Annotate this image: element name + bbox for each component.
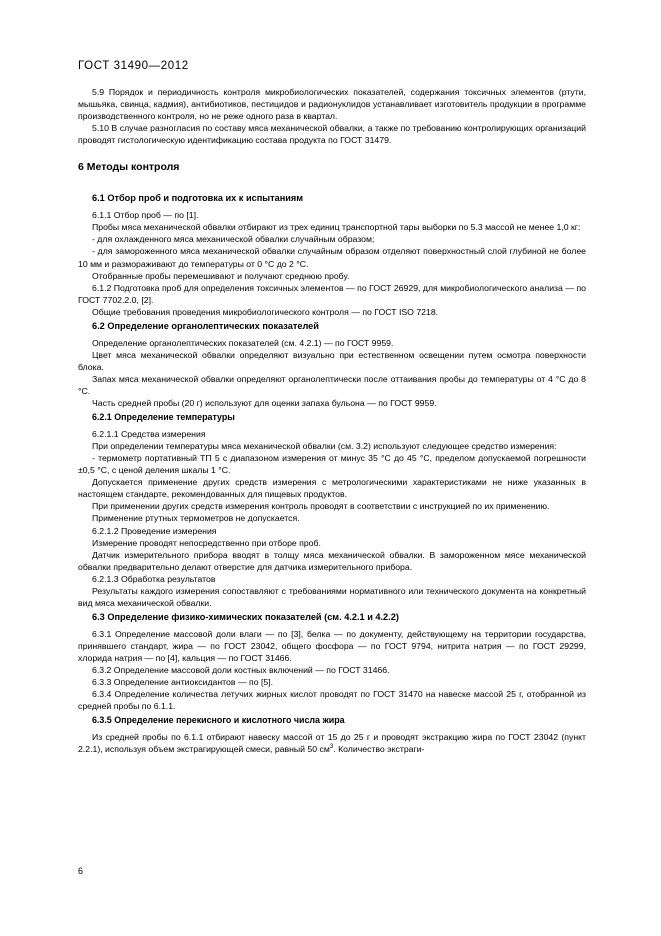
paragraph-6-2-1-2-sampling: Измерение проводят непосредственно при отборе проб. xyxy=(92,537,321,548)
paragraph-6-3-4: 6.3.4 Определение количества летучих жирных кислот проводят по ГОСТ 31470 на навеске массой 25 г, отобранной из средней пробы по 6.1.1. xyxy=(78,689,586,712)
paragraph-6-2-1-1-mercury: Применение ртутных термометров не допускается. xyxy=(92,513,300,524)
paragraph-6-3-2: 6.3.2 Определение массовой доли костных включений — по ГОСТ 31466. xyxy=(92,665,390,676)
paragraph-6-2-1-1-other: Допускается применение других средств измерения с метрологическими характеристиками не ниже указанных в настоящем стандарте, рекомендованных для пищевых продуктов. xyxy=(78,477,586,500)
paragraph-6-2-color: Цвет мяса механической обвалки определяют визуально при естественном освещении путем осмотра поверхности блока. xyxy=(78,349,586,372)
paragraph-6-1-2: 6.1.2 Подготовка проб для определения токсичных элементов — по ГОСТ 26929, для микробиологического анализа — по ГОСТ 7702.2.0, [2]. xyxy=(78,282,586,305)
paragraph-6-1-1: 6.1.1 Отбор проб — по [1]. xyxy=(92,210,199,221)
paragraph-6-3-5-text-after: . Количество экстраги- xyxy=(333,744,425,755)
paragraph-6-2-1-3: 6.2.1.3 Обработка результатов xyxy=(92,573,216,584)
paragraph-6-1-1-chilled: - для охлажденного мяса механической обвалки случайным образом; xyxy=(92,234,375,245)
section-heading-6-3-5: 6.3.5 Определение перекисного и кислотного числа жира xyxy=(92,715,345,726)
paragraph-6-2-1-1-means: При определении температуры мяса механической обвалки (см. 3.2) используют следующее средство измерения: xyxy=(92,441,557,452)
paragraph-6-3-5-text-before: Из средней пробы по 6.1.1 отбирают навеску массой от 15 до 25 г и проводят экстракцию жира по ГОСТ 23042 (пункт 2.2.1), используя объем экстрагирующей смеси, равный 50 см xyxy=(78,732,586,755)
paragraph-6-3-5-extraction xyxy=(78,731,586,755)
paragraph-6-2-1-2: 6.2.1.2 Проведение измерения xyxy=(92,525,217,536)
section-heading-6: 6 Методы контроля xyxy=(78,161,180,174)
paragraph-6-1-2-general: Общие требования проведения микробиологического контроля — по ГОСТ ISO 7218. xyxy=(92,306,439,317)
paragraph-6-2-1-2-sensor: Датчик измерительного прибора вводят в толщу мяса механической обвалки. В замороженном мясе механической обвалки предварительно делают отверстие для датчика измерительного прибора. xyxy=(78,549,586,572)
paragraph-5-10: 5.10 В случае разногласия по составу мяса механической обвалки, а также по требованию контролирующих организаций проводят гистологическую идентификацию состава продукта по ГОСТ 31479. xyxy=(78,123,586,146)
paragraph-6-2-smell: Запах мяса механической обвалки определяют органолептически после оттаивания пробы до температуры от 4 °С до 8 °С. xyxy=(78,373,586,396)
section-heading-6-1: 6.1 Отбор проб и подготовка их к испытаниям xyxy=(92,193,304,204)
document-body xyxy=(78,86,586,755)
paragraph-6-2-organoleptic: Определение органолептических показателей (см. 4.2.1) — по ГОСТ 9959. xyxy=(92,337,394,348)
page-header: ГОСТ 31490—2012 xyxy=(78,60,189,72)
paragraph-6-2-1-1: 6.2.1.1 Средства измерения xyxy=(92,429,206,440)
paragraph-6-2-1-3-results: Результаты каждого измерения сопоставляют с требованиями нормативного или технического документа на конкретный вид мяса механической обвалки. xyxy=(78,585,586,608)
paragraph-6-1-1-mix: Отобранные пробы перемешивают и получают среднюю пробу. xyxy=(92,270,350,281)
paragraph-6-3-3: 6.3.3 Определение антиоксидантов — по [5]. xyxy=(92,677,274,688)
paragraph-6-3-1: 6.3.1 Определение массовой доли влаги — по [3], белка — по документу, действующему на территории государства, принявшего стандарт, жира — по ГОСТ 23042, общего фосфора — по ГОСТ 9794, нитрита натрия — по ГОСТ 29299, хлорида натрия — по [4], кальция — по ГОСТ 31466. xyxy=(78,628,586,663)
paragraph-6-2-broth: Часть средней пробы (20 г) используют для оценки запаха бульона — по ГОСТ 9959. xyxy=(92,398,437,409)
page-number: 6 xyxy=(78,866,84,876)
section-heading-6-2: 6.2 Определение органолептических показателей xyxy=(92,320,319,331)
section-heading-6-2-1: 6.2.1 Определение температуры xyxy=(92,412,235,423)
paragraph-6-1-1-frozen: - для замороженного мяса механической обвалки случайным образом отделяют поверхностный слой глубиной не более 10 мм и размораживают до температуры от 0 °С до 2 °С. xyxy=(78,246,586,269)
paragraph-6-2-1-1-thermometer: - термометр портативный ТП 5 с диапазоном измерения от минус 35 °С до 45 °С, пределом допускаемой погрешности ±0,5 °С, с ценой деления шкалы 1 °С. xyxy=(78,453,586,476)
superscript-cubic: 3 xyxy=(329,743,334,751)
paragraph-6-1-1-sample: Пробы мяса механической обвалки отбирают из трех единиц транспортной тары выборки по 5.3 массой не менее 1,0 кг: xyxy=(92,222,581,233)
section-heading-6-3: 6.3 Определение физико-химических показателей (см. 4.2.1 и 4.2.2) xyxy=(92,611,399,622)
paragraph-5-9: 5.9 Порядок и периодичность контроля микробиологических показателей, содержания токсичных элементов (ртути, мышьяка, свинца, кадмия), антибиотиков, пестицидов и радионуклидов устанавливает изготовитель продукции в программе производственного контроля, но не реже одного раза в квартал. xyxy=(78,87,586,122)
paragraph-6-2-1-1-instruction: При применении других средств измерения контроль проводят в соответствии с инструкцией по их применению. xyxy=(92,501,550,512)
